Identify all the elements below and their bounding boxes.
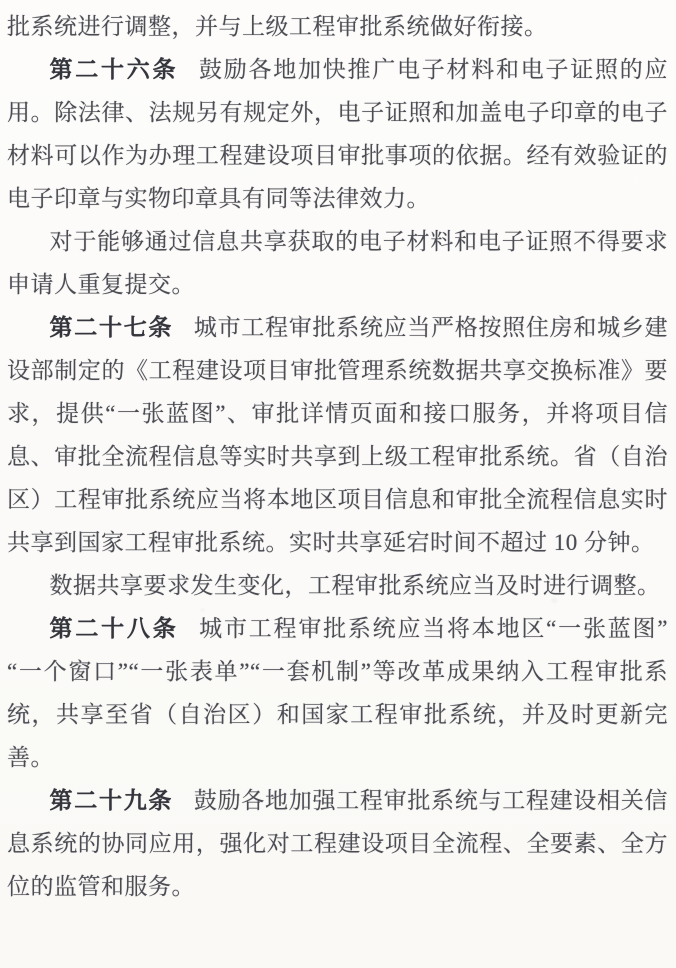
article-number-28: 第二十八条 [49, 615, 179, 641]
paragraph-article-26 [7, 48, 668, 220]
paragraph-text: 数据共享要求发生变化，工程审批系统应当及时进行调整。 [49, 573, 661, 598]
paragraph-continuation [7, 5, 668, 48]
paragraph-text: 城市工程审批系统应当严格按照住房和城乡建设部制定的《工程建设项目审批管理系统数据共享交换标准》要求，提供“一张蓝图”、审批详情页面和接口服务，并将项目信息、审批全流程信息等实时共享到上级工程审批系统。省（自治区）工程审批系统应当将本地区项目信息和审批全流程信息实时共享到国家工程审批系统。实时共享延宕时间不超过 10 分钟。 [7, 315, 669, 555]
article-number-27: 第二十七条 [49, 314, 174, 340]
paragraph-data-sharing-change [7, 564, 668, 607]
paragraph-article-27 [7, 306, 668, 564]
article-number-29: 第二十九条 [49, 787, 174, 813]
paragraph-article-29 [7, 779, 668, 908]
paragraph-text: 城市工程审批系统应当将本地区“一张蓝图”“一个窗口”“一张表单”“一套机制”等改革成果纳入工程审批系统，共享至省（自治区）和国家工程审批系统，并及时更新完善。 [7, 616, 669, 770]
paragraph-text: 批系统进行调整，并与上级工程审批系统做好衔接。 [7, 14, 548, 39]
paragraph-article-28 [7, 607, 668, 779]
paragraph-text: 对于能够通过信息共享获取的电子材料和电子证照不得要求申请人重复提交。 [7, 229, 668, 297]
article-number-26: 第二十六条 [49, 56, 179, 82]
paragraph-text: 鼓励各地加快推广电子材料和电子证照的应用。除法律、法规另有规定外，电子证照和加盖电子印章的电子材料可以作为办理工程建设项目审批事项的依据。经有效验证的电子印章与实物印章具有同等法律效力。 [7, 57, 669, 211]
paragraph-info-sharing [7, 220, 668, 306]
paragraph-text: 鼓励各地加强工程审批系统与工程建设相关信息系统的协同应用，强化对工程建设项目全流程、全要素、全方位的监管和服务。 [7, 788, 669, 899]
